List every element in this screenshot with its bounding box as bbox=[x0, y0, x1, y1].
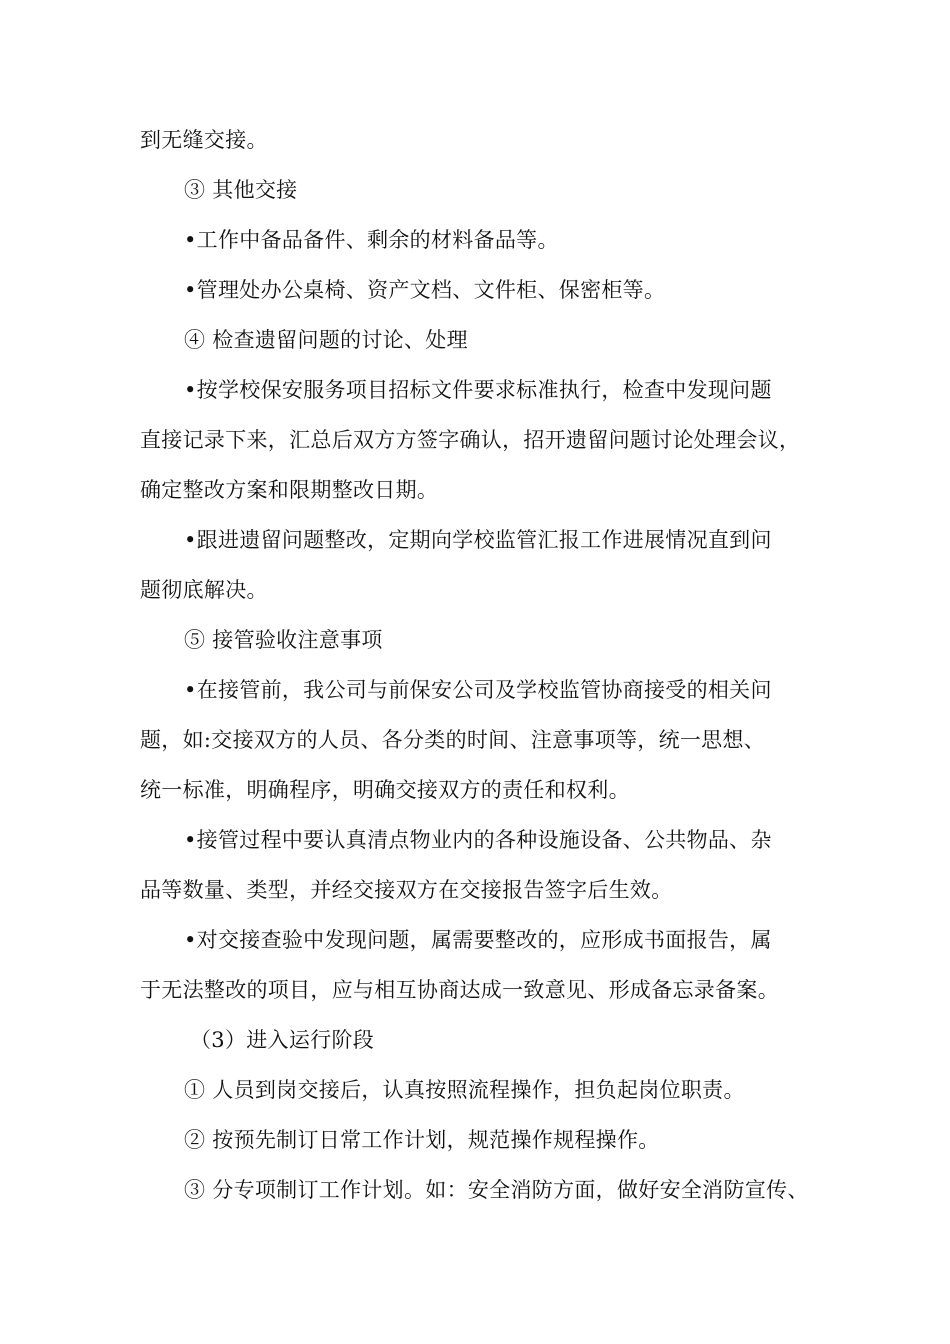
bullet-item: •工作中备品备件、剩余的材料备品等。 bbox=[184, 228, 559, 252]
numbered-item: ③ 分专项制订工作计划。如：安全消防方面，做好安全消防宣传、 bbox=[184, 1178, 809, 1202]
text-line: 题，如:交接双方的人员、各分类的时间、注意事项等，统一思想、 bbox=[140, 728, 766, 752]
section-heading-takeover-notes: ⑤ 接管验收注意事项 bbox=[184, 628, 383, 652]
bullet-item: •按学校保安服务项目招标文件要求标准执行，检查中发现问题 bbox=[184, 378, 772, 402]
text-line-1: 到无缝交接。 bbox=[140, 128, 268, 152]
bullet-item: •接管过程中要认真清点物业内的各种设施设备、公共物品、杂 bbox=[184, 828, 772, 852]
section-heading-operation-stage: （3）进入运行阶段 bbox=[190, 1028, 375, 1052]
text-line: 品等数量、类型，并经交接双方在交接报告签字后生效。 bbox=[140, 878, 673, 902]
text-line: 统一标准，明确程序，明确交接双方的责任和权利。 bbox=[140, 778, 630, 802]
section-heading-remaining-issues: ④ 检查遗留问题的讨论、处理 bbox=[184, 328, 468, 352]
text-line: 直接记录下来，汇总后双方方签字确认，招开遗留问题讨论处理会议， bbox=[140, 428, 801, 452]
bullet-item: •在接管前，我公司与前保安公司及学校监管协商接受的相关问 bbox=[184, 678, 772, 702]
bullet-item: •对交接查验中发现问题，属需要整改的，应形成书面报告，属 bbox=[184, 928, 772, 952]
section-heading-other-handover: ③ 其他交接 bbox=[184, 178, 298, 202]
text-line: 于无法整改的项目，应与相互协商达成一致意见、形成备忘录备案。 bbox=[140, 978, 779, 1002]
text-line: 题彻底解决。 bbox=[140, 578, 268, 602]
bullet-item: •管理处办公桌椅、资产文档、文件柜、保密柜等。 bbox=[184, 278, 666, 302]
numbered-item: ① 人员到岗交接后，认真按照流程操作，担负起岗位职责。 bbox=[184, 1078, 745, 1102]
numbered-item: ② 按预先制订日常工作计划，规范操作规程操作。 bbox=[184, 1128, 660, 1152]
text-line: 确定整改方案和限期整改日期。 bbox=[140, 478, 439, 502]
bullet-item: •跟进遗留问题整改，定期向学校监管汇报工作进展情况直到问 bbox=[184, 528, 772, 552]
